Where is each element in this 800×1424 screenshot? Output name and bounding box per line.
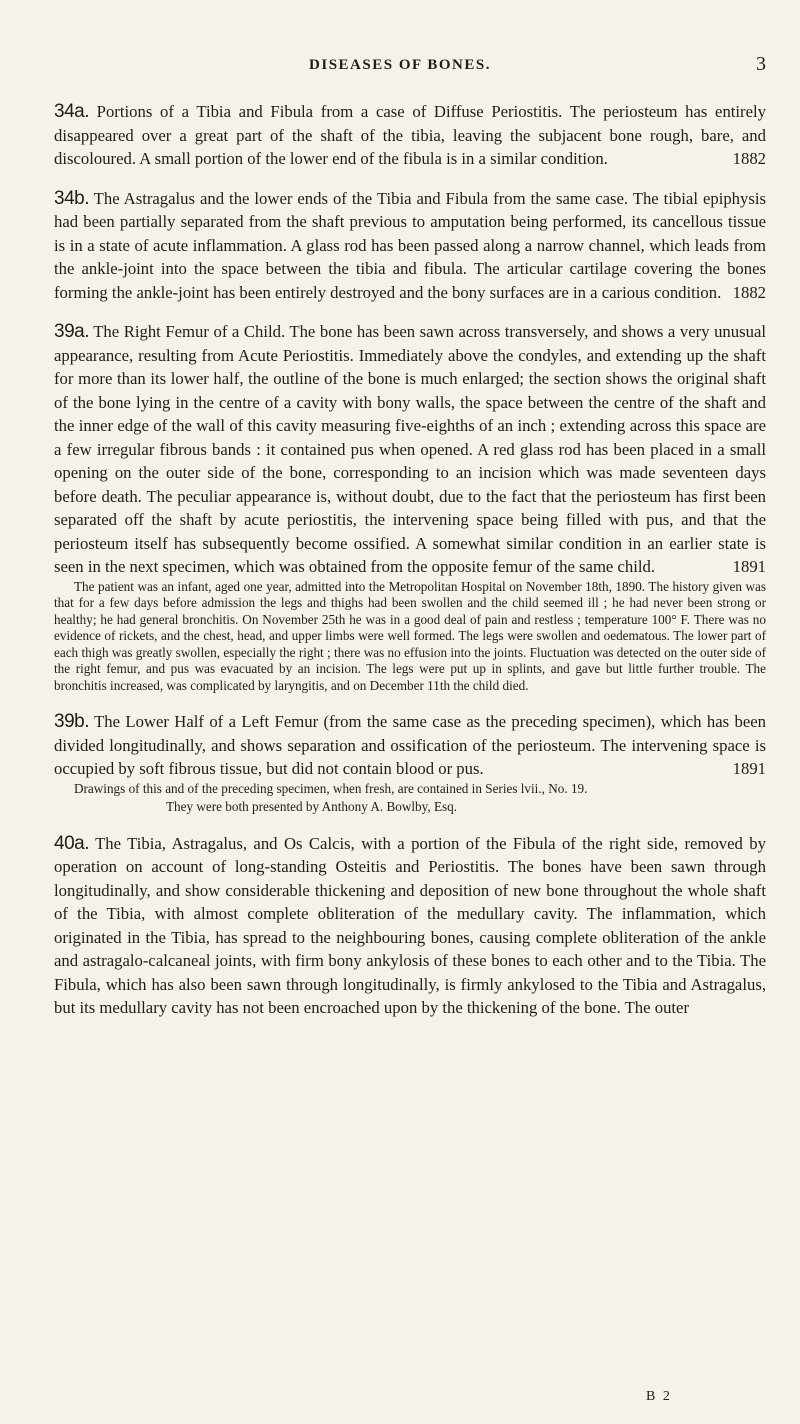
- entry-text: [54, 100, 766, 171]
- entry-year: 1882: [732, 149, 766, 168]
- running-head: [0, 53, 800, 79]
- catalogue-entries: [54, 100, 766, 1036]
- signature-mark: B 2: [646, 1389, 672, 1404]
- presented-by-note: They were both presented by Anthony A. Bowlby, Esq.: [166, 799, 458, 814]
- entry-description: Portions of a Tibia and Fibula from a case of Diffuse Periostitis. The periosteum has entirely disappeared over a great part of the shaft of the tibia, leaving the subjacent bone rough, bare, and discoloured. A small portion of the lower end of the fibula is in a similar condition.: [54, 102, 767, 168]
- entry-description: The Tibia, Astragalus, and Os Calcis, with a portion of the Fibula of the right side, removed by operation on account of long-standing Osteitis and Periostitis. The bones have been sawn through longitudinally, and show considerable thickening and deposition of new bone throughout the whole shaft of the Tibia, with almost complete obliteration of the medullary cavity. The inflammation, which originated in the Tibia, has spread to the neighbouring bones, causing complete obliteration of the ankle and astragalo-calcaneal joints, with firm bony ankylosis of these bones to each other and to the Tibia. The Fibula, which has also been sawn through longitudinally, is firmly ankylosed to the Tibia and Astragalus, but its medullary cavity has not been encroached upon by the thickening of the bone. The outer: [54, 833, 766, 1017]
- entry-description: The Right Femur of a Child. The bone has been sawn across transversely, and shows a very unusual appearance, resulting from Acute Periostitis. Immediately above the condyles, and extending up the shaft for more than its lower half, the outline of the bone is much enlarged; the section shows the original shaft of the bone lying in the centre of a cavity with bony walls, the space between the centre of the shaft and the inner edge of the wall of this cavity measuring five-eighths of an inch ; extending across this space are a few irregular fibrous bands : it contained pus when opened. A red glass rod has been placed in a small opening on the outer side of the bone, corresponding to an incision which was made seventeen days before death. The peculiar appearance is, without doubt, due to the fact that the periosteum has first been separated off the shaft by acute periostitis, the intervening space being filled with pus, and that the periosteum itself has subsequently become ossified. A somewhat similar condition in an earlier state is seen in the next specimen, which was obtained from the opposite femur of the same child.: [54, 322, 766, 576]
- entry-year: 1882: [732, 282, 766, 302]
- entry-description: The Astragalus and the lower ends of the Tibia and Fibula from the same case. The tibial epiphysis had been partially separated from the shaft previous to amputation being performed, its cancellous tissue is in a state of acute inflammation. A glass rod has been passed along a narrow channel, which leads from the ankle-joint into the space between the tibia and fibula. The articular cartilage covering the bones forming the ankle-joint has been entirely destroyed and the bony surfaces are in a carious condition.: [54, 188, 766, 302]
- entry-number: 34b.: [54, 187, 89, 209]
- entry-39b: [54, 710, 766, 816]
- page-header-title: DISEASES OF BONES.: [309, 57, 491, 73]
- entry-34a: [54, 100, 766, 171]
- entry-text: [54, 710, 766, 781]
- clinical-note: The patient was an infant, aged one year, admitted into the Metropolitan Hospital on November 18th, 1890. The history given was that for a few days before admission the legs and thighs had been swollen and the child seemed ill ; he had never been strong or healthy; he had general bronchitis. On November 25th he was in a good deal of pain and restless ; temperature 100° F. There was no evidence of rickets, and the chest, head, and upper limbs were well formed. The legs were swollen and oedematous. The lower part of each thigh was greatly swollen, especially the right ; there was no effusion into the joints. Fluctuation was detected on the outer side of the right femur, and pus was evacuated by an incision. The legs were put up in splints, and gave but little further trouble. The bronchitis increased, was complicated by laryngitis, and on December 11th the child died.: [54, 578, 766, 693]
- entry-34b: [54, 187, 766, 305]
- page-number: 3: [756, 53, 766, 75]
- entry-year: 1891: [732, 557, 766, 576]
- entry-description: The Lower Half of a Left Femur (from the same case as the preceding specimen), which has been divided longitudinally, and shows separation and ossification of the periosteum. The intervening space is occupied by soft fibrous tissue, but did not contain blood or pus.: [54, 712, 766, 778]
- entry-number: 34a.: [54, 101, 89, 122]
- entry-39a: [54, 320, 766, 694]
- entry-text: [54, 320, 766, 579]
- entry-number: 40a.: [54, 832, 89, 854]
- entry-year: 1891: [732, 759, 766, 778]
- entry-text: [54, 832, 766, 1020]
- drawings-note: Drawings of this and of the preceding specimen, when fresh, are contained in Series lvii., No. 19.: [74, 780, 588, 796]
- entry-40a: [54, 832, 766, 1020]
- entry-number: 39a.: [54, 321, 89, 342]
- entry-number: 39b.: [54, 711, 89, 732]
- entry-text: [54, 187, 766, 305]
